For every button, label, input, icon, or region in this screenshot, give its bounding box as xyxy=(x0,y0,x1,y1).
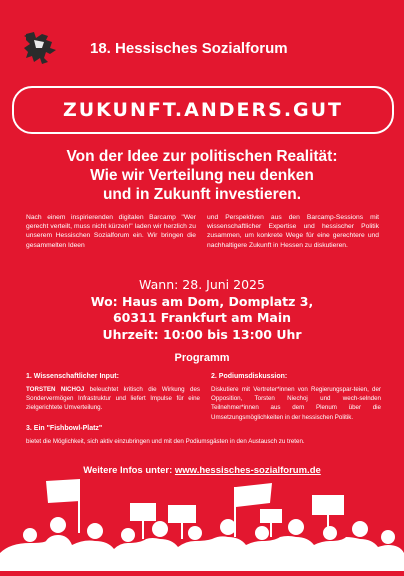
headline-line-2: Wie wir Verteilung neu denken xyxy=(90,167,314,184)
event-location-line-2: 60311 Frankfurt am Main xyxy=(112,310,292,325)
intro-left-column: Nach einem inspirierenden digitalen Barcamp "Wer gerecht verteilt, muss nicht kürzen!" laden wir herzlich zu unserem Hessischen Sozialforum ein. Wir bringen die gesammelten Ideen xyxy=(26,214,196,249)
intro-right-column: und Perspektiven aus den Barcamp-Sessions mit wissenschaftlicher Expertise und hessischer Politik zusammen, um konkrete Wege für eine gerechtere und nachhaltigere Zukunft in Hessen zu diskutieren. xyxy=(207,214,379,249)
hessen-lion-icon xyxy=(20,28,60,68)
event-time: Uhrzeit: 10:00 bis 13:00 Uhr xyxy=(102,326,302,342)
event-location-line-1: Wo: Haus am Dom, Domplatz 3, xyxy=(90,293,314,309)
program-item-1-description: beleuchtet kritisch die Wirkung des Sondervermögen Infrastruktur und liefert Impulse für eine zielgerichtete Umverteilung. xyxy=(26,386,200,412)
event-details xyxy=(0,277,404,343)
forum-title: 18. Hessisches Sozialforum xyxy=(90,40,288,57)
program-item-2-text: Diskutiere mit Vertreter*innen von Regierungspar-teien, der Opposition, Torsten Niechoj und wech-selnden Teilnehmer*innen aus dem Plenum über die Umsetzungsmöglichkeiten in der hessischen Politik. xyxy=(211,386,381,421)
headline-line-1: Von der Idee zur politischen Realität: xyxy=(66,148,338,165)
program-item-3-heading: 3. Ein "Fishbowl-Platz" xyxy=(26,425,103,432)
motto-text: ZUKUNFT.ANDERS.GUT xyxy=(62,99,344,121)
more-info-label: Weitere Infos unter: xyxy=(83,465,175,476)
program-item-3 xyxy=(26,425,386,446)
motto-banner xyxy=(12,86,394,134)
program-item-1-text xyxy=(26,385,200,413)
program-heading: Programm xyxy=(174,352,230,364)
website-link[interactable]: www.hessisches-sozialforum.de xyxy=(174,465,321,476)
program-item-2-heading: 2. Podiumsdiskussion: xyxy=(211,373,288,380)
event-date: Wann: 28. Juni 2025 xyxy=(139,277,265,292)
headline xyxy=(0,147,404,204)
program-item-1 xyxy=(26,373,200,413)
headline-line-3: und in Zukunft investieren. xyxy=(102,186,302,203)
program-item-2 xyxy=(211,373,381,422)
program-item-3-text: bietet die Möglichkeit, sich aktiv einzubringen und mit den Podiumsgästen in den Austausch zu treten. xyxy=(26,438,305,445)
program-item-1-heading: 1. Wissenschaftlicher Input: xyxy=(26,373,119,380)
speaker-name: TORSTEN NICHOJ xyxy=(26,386,85,393)
protest-crowd-icon xyxy=(0,475,404,571)
